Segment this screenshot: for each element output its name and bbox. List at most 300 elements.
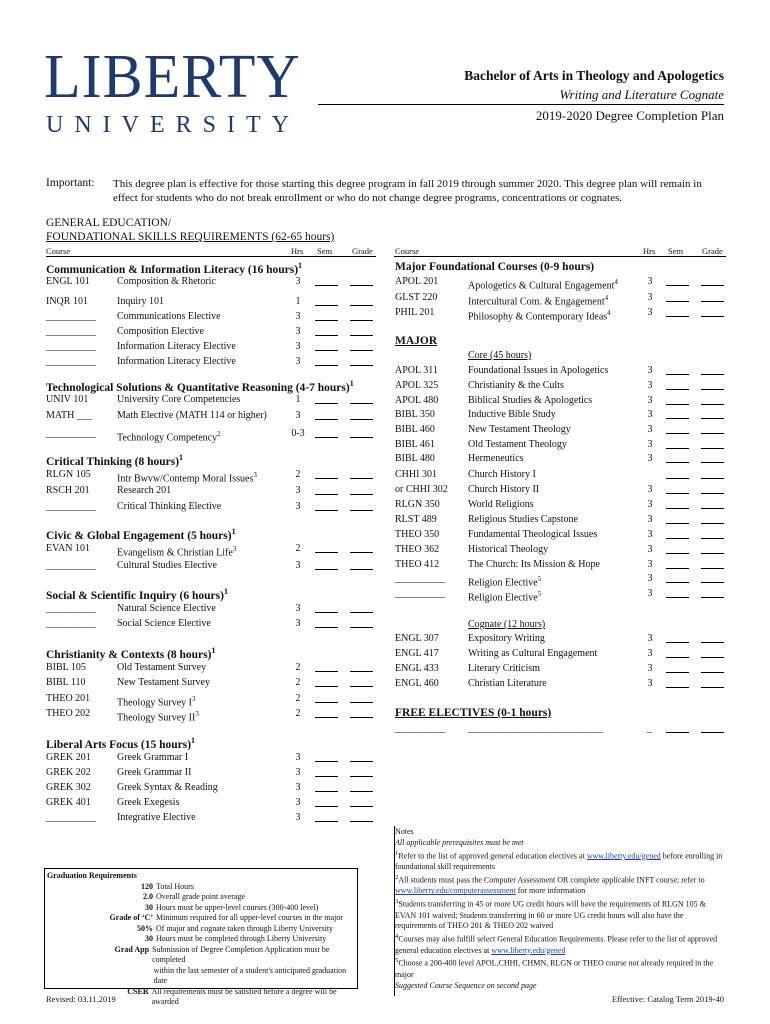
semester-blank[interactable]: [315, 341, 338, 351]
grade-blank[interactable]: [350, 797, 373, 807]
grade-blank[interactable]: [701, 395, 724, 405]
course-code: GREK 202: [46, 767, 91, 778]
semester-blank[interactable]: [315, 693, 338, 703]
important-label: Important:: [46, 177, 95, 189]
free-elective-hrs: _: [647, 723, 652, 734]
grade-blank[interactable]: [350, 296, 373, 306]
header-divider: [318, 104, 724, 105]
course-code: GREK 201: [46, 752, 91, 763]
course-hours: 3: [647, 409, 653, 420]
notes-footer: Suggested Course Sequence on second page: [395, 980, 537, 990]
course-name: Composition Elective: [117, 326, 204, 337]
course-hours: 3: [295, 311, 301, 322]
course-code: or CHHI 302: [395, 484, 448, 495]
grade-blank[interactable]: [350, 708, 373, 718]
gen-ed-section-title: Social & Scientific Inquiry (6 hours)$^1$: [46, 587, 228, 602]
course-hours: 2: [295, 543, 301, 554]
course-name: Religious Studies Capstone: [468, 514, 578, 525]
course-name: Expository Writing: [468, 633, 545, 644]
grade-blank[interactable]: [701, 424, 724, 434]
course-code: __________: [46, 501, 96, 512]
course-name: Research 201: [117, 485, 172, 496]
graduation-item: Grad App Submission of Degree Completion Application must be completed: [114, 944, 330, 964]
semester-blank[interactable]: [666, 544, 689, 554]
semester-blank[interactable]: [315, 469, 338, 479]
graduation-item: CSER All requirements must be satisfied before a degree will be awarded: [127, 986, 337, 1006]
semester-blank[interactable]: [315, 311, 338, 321]
course-name: Historical Theology: [468, 544, 549, 555]
grade-blank[interactable]: [350, 469, 373, 479]
course-hours: 3: [295, 410, 301, 421]
course-code: RLGN 105: [46, 469, 91, 480]
semester-blank[interactable]: [666, 499, 689, 509]
semester-blank[interactable]: [666, 424, 689, 434]
course-hours: 3: [295, 797, 301, 808]
course-hours: 3: [295, 356, 301, 367]
course-name: Communications Elective: [117, 311, 221, 322]
effective-term: Effective: Catalog Term 2019-40: [611, 994, 724, 1004]
course-name: New Testament Survey: [117, 677, 210, 688]
course-hours: 3: [295, 326, 301, 337]
grade-blank[interactable]: [350, 326, 373, 336]
grade-blank[interactable]: [701, 663, 724, 673]
free-elective-code: __________: [395, 723, 445, 734]
course-hours: 3: [647, 499, 653, 510]
notes-box: [395, 827, 725, 991]
gen-ed-section-title: Liberal Arts Focus (15 hours)$^1$: [46, 736, 196, 751]
course-code: ENGL 433: [395, 663, 439, 674]
course-code: GREK 302: [46, 782, 91, 793]
course-hours: 3: [647, 307, 653, 318]
course-hours: 3: [647, 529, 653, 540]
semester-blank[interactable]: [666, 307, 689, 317]
course-code: APOL 311: [395, 365, 438, 376]
course-hours: 3: [647, 484, 653, 495]
course-name: Information Literacy Elective: [117, 356, 236, 367]
left-col-course: Course: [46, 246, 71, 256]
graduation-item: 50% Of major and cognate taken through Liberty University: [137, 923, 334, 933]
course-code: __________: [46, 326, 96, 337]
semester-blank[interactable]: [666, 469, 689, 479]
course-code: ENGL 101: [46, 276, 90, 287]
course-hours: 3: [647, 439, 653, 450]
course-hours: 3: [647, 663, 653, 674]
semester-blank[interactable]: [666, 453, 689, 463]
course-hours: 3: [295, 618, 301, 629]
graduation-title: Graduation Requirements: [47, 871, 137, 880]
course-code: INQR 101: [46, 296, 88, 307]
grade-blank[interactable]: [701, 588, 724, 598]
notes-subtitle: All applicable prerequisites must be met: [395, 837, 524, 847]
course-code: RLGN 350: [395, 499, 440, 510]
note-1: $^1$Refer to the list of approved general education electives at www.liberty.edu/gened before enrolling in foundational skill requirements: [395, 849, 723, 872]
semester-blank[interactable]: [315, 782, 338, 792]
course-code: PHIL 201: [395, 307, 435, 318]
grade-blank[interactable]: [701, 499, 724, 509]
course-code: __________: [395, 573, 445, 584]
gen-ed-section-title: Critical Thinking (8 hours)$^1$: [46, 453, 184, 468]
grade-blank[interactable]: [350, 410, 373, 420]
grade-blank[interactable]: [701, 307, 724, 317]
course-code: __________: [46, 560, 96, 571]
semester-blank[interactable]: [666, 380, 689, 390]
course-hours: 3: [647, 559, 653, 570]
graduation-item: 120 Total Hours: [141, 881, 194, 891]
course-code: BIBL 480: [395, 453, 435, 464]
free-elective-name: ___________________________: [468, 723, 603, 734]
semester-blank[interactable]: [666, 648, 689, 658]
semester-blank[interactable]: [315, 618, 338, 628]
notes-border: [394, 826, 395, 996]
course-hours: 3: [647, 395, 653, 406]
course-code: THEO 201: [46, 693, 91, 704]
right-col-course: Course: [395, 246, 420, 256]
course-hours: 3: [647, 453, 653, 464]
course-hours: 3: [647, 544, 653, 555]
semester-blank[interactable]: [315, 662, 338, 672]
course-name: Theology Survey $II^3$: [117, 710, 199, 724]
cognate-label: Cognate (12 hours): [468, 619, 546, 630]
semester-blank[interactable]: [666, 529, 689, 539]
course-hours: 3: [295, 560, 301, 571]
course-code: APOL 325: [395, 380, 439, 391]
course-hours: 3: [647, 573, 653, 584]
semester-blank[interactable]: [315, 485, 338, 495]
grade-blank[interactable]: [701, 559, 724, 569]
course-name: Christian Literature: [468, 678, 547, 689]
course-code: BIBL 105: [46, 662, 86, 673]
course-code: GREK 401: [46, 797, 91, 808]
gened-link[interactable]: www.liberty.edu/gened: [586, 851, 661, 861]
grade-blank[interactable]: [350, 603, 373, 613]
gen-ed-section-title: Christianity & Contexts (8 hours)$^1$: [46, 646, 216, 661]
semester-blank[interactable]: [666, 439, 689, 449]
course-name: The Church: Its Mission & Hope: [468, 559, 600, 570]
semester-blank[interactable]: [315, 603, 338, 613]
graduation-item: Grade of ‘C’ Minimum required for all upper-level courses in the major: [109, 913, 343, 922]
course-code: ENGL 460: [395, 678, 439, 689]
semester-blank[interactable]: [666, 559, 689, 569]
course-name: Composition & Rhetoric: [117, 276, 216, 287]
course-hours: 2: [295, 693, 301, 704]
grade-blank[interactable]: [701, 292, 724, 302]
course-code: BIBL 461: [395, 439, 435, 450]
semester-blank[interactable]: [315, 428, 338, 438]
grade-blank[interactable]: [701, 514, 724, 524]
right-col-hrs: Hrs: [643, 246, 656, 256]
gen-ed-subheading: FOUNDATIONAL SKILLS REQUIREMENTS (62-65 hours): [46, 231, 335, 243]
semester-blank[interactable]: [315, 410, 338, 420]
course-name: Religion Elective$^5$: [468, 575, 542, 589]
course-hours: 3: [647, 633, 653, 644]
course-name: Intr Bwvw/Contemp Moral Issues$^3$: [117, 471, 257, 485]
course-code: BIBL 110: [46, 677, 86, 688]
graduation-item: 30 Hours must be upper-level courses (300-400 level): [145, 902, 319, 912]
course-hours: 1: [295, 296, 301, 307]
grade-blank[interactable]: [701, 678, 724, 688]
grade-blank[interactable]: [350, 560, 373, 570]
semester-blank[interactable]: [666, 365, 689, 375]
course-name: Information Literacy Elective: [117, 341, 236, 352]
grade-blank[interactable]: [701, 529, 724, 539]
grade-blank[interactable]: [350, 767, 373, 777]
course-name: Apologetics & Cultural Engagement$^4$: [468, 278, 618, 292]
course-hours: 2: [295, 662, 301, 673]
course-hours: 3: [647, 588, 653, 599]
grade-blank[interactable]: [350, 311, 373, 321]
course-name: Theology Survey $I^3$: [117, 695, 196, 709]
gened-link-2[interactable]: www.liberty.edu/gened: [491, 945, 566, 955]
course-code: UNIV 101: [46, 394, 89, 405]
semester-blank[interactable]: [315, 812, 338, 822]
course-hours: 3: [295, 276, 301, 287]
grade-blank[interactable]: [350, 394, 373, 404]
important-text: This degree plan is effective for those starting this degree program in fall 2019 through summer 2020. This degree plan will remain in effect for students who do not break enrollment or who do not change degree programs, concentrations or cognates.: [113, 178, 702, 204]
course-hours: 3: [295, 485, 301, 496]
grade-blank[interactable]: [350, 812, 373, 822]
semester-blank[interactable]: [315, 752, 338, 762]
graduation-item: 2.0 Overall grade point average: [143, 892, 246, 901]
course-code: THEO 412: [395, 559, 440, 570]
semester-blank[interactable]: [315, 501, 338, 511]
grade-blank[interactable]: [701, 409, 724, 419]
major-foundational-title: Major Foundational Courses (0-9 hours): [395, 261, 595, 273]
left-col-sem: Sem: [317, 246, 333, 256]
grade-blank[interactable]: [350, 501, 373, 511]
course-hours: 3: [647, 380, 653, 391]
course-code: ENGL 417: [395, 648, 439, 659]
grade-blank[interactable]: [350, 543, 373, 553]
grade-blank[interactable]: [701, 453, 724, 463]
graduation-item: 30 Hours must be completed through Liberty University: [145, 934, 327, 943]
course-name: Inductive Bible Study: [468, 409, 556, 420]
note-5: $^5$Choose a 200-400 level APOL,CHHI, CHMN, RLGN or THEO course not already required in the major: [395, 957, 714, 979]
course-name: Greek Grammar II: [117, 767, 192, 778]
free-elective-sem[interactable]: [666, 723, 689, 733]
course-name: Old Testament Survey: [117, 662, 207, 673]
major-title: MAJOR: [395, 335, 438, 347]
cognate-subtitle: Writing and Literature Cognate: [559, 87, 724, 102]
course-name: Intercultural Com. & Engagement$^4$: [468, 294, 609, 308]
course-name: Old Testament Theology: [468, 439, 567, 450]
grade-blank[interactable]: [701, 648, 724, 658]
course-name: Hermeneutics: [468, 453, 524, 464]
grade-blank[interactable]: [350, 677, 373, 687]
course-hours: 2: [295, 708, 301, 719]
semester-blank[interactable]: [666, 633, 689, 643]
grade-blank[interactable]: [701, 469, 724, 479]
university-logo-wordmark: UNIVERSITY: [46, 112, 300, 138]
semester-blank[interactable]: [315, 767, 338, 777]
course-code: THEO 202: [46, 708, 91, 719]
right-col-grade: Grade: [702, 246, 723, 256]
course-name: Greek Exegesis: [117, 797, 180, 808]
course-name: Math Elective (MATH 114 or higher): [117, 410, 267, 421]
semester-blank[interactable]: [666, 573, 689, 583]
free-elective-grade[interactable]: [701, 723, 724, 733]
revised-date: Revised: 03.11.2019: [46, 994, 116, 1004]
left-col-hrs: Hrs: [291, 246, 304, 256]
grade-blank[interactable]: [350, 752, 373, 762]
semester-blank[interactable]: [315, 677, 338, 687]
course-name: Writing as Cultural Engagement: [468, 648, 598, 659]
course-name: Christianity & the Cults: [468, 380, 564, 391]
semester-blank[interactable]: [315, 394, 338, 404]
grade-blank[interactable]: [350, 276, 373, 286]
course-code: RSCH 201: [46, 485, 90, 496]
course-code: __________: [46, 341, 96, 352]
course-code: GLST 220: [395, 292, 438, 303]
plan-year: 2019-2020 Degree Completion Plan: [535, 108, 724, 123]
course-code: EVAN 101: [46, 543, 90, 554]
course-name: Integrative Elective: [117, 812, 196, 823]
course-name: Biblical Studies & Apologetics: [468, 395, 593, 406]
notes-title: Notes: [395, 827, 414, 836]
gen-ed-section-title: Communication & Information Literacy (16 hours)$^1$: [46, 261, 303, 276]
grade-blank[interactable]: [350, 662, 373, 672]
course-name: Greek Grammar I: [117, 752, 189, 763]
grade-blank[interactable]: [350, 485, 373, 495]
course-code: __________: [46, 356, 96, 367]
semester-blank[interactable]: [315, 296, 338, 306]
course-name: World Religions: [468, 499, 534, 510]
course-name: Religion Elective$^5$: [468, 590, 542, 604]
course-code: __________: [46, 603, 96, 614]
course-hours: 3: [295, 501, 301, 512]
note-4: $^4$Courses may also fulfill select General Education Requirements. Please refer to the list of approved general education electives at www.liberty.edu/gened: [395, 933, 718, 955]
right-col-sem: Sem: [668, 246, 684, 256]
semester-blank[interactable]: [666, 663, 689, 673]
gen-ed-section-title: Civic & Global Engagement (5 hours)$^1$: [46, 527, 236, 542]
course-hours: 0-3: [291, 428, 305, 439]
semester-blank[interactable]: [666, 395, 689, 405]
course-name: Fundamental Theological Issues: [468, 529, 598, 540]
course-name: Cultural Studies Elective: [117, 560, 217, 571]
semester-blank[interactable]: [315, 797, 338, 807]
course-hours: 3: [295, 603, 301, 614]
grade-blank[interactable]: [701, 544, 724, 554]
semester-blank[interactable]: [666, 514, 689, 524]
course-name: Natural Science Elective: [117, 603, 216, 614]
course-hours: 3: [647, 292, 653, 303]
grade-blank[interactable]: [701, 276, 724, 286]
grade-blank[interactable]: [701, 380, 724, 390]
course-hours: 3: [647, 514, 653, 525]
course-name: Church History I: [468, 469, 536, 480]
course-hours: 2: [295, 469, 301, 480]
grade-blank[interactable]: [350, 693, 373, 703]
semester-blank[interactable]: [315, 356, 338, 366]
grade-blank[interactable]: [350, 618, 373, 628]
note-2: $^2$All students must pass the Computer Assessment OR complete applicable INFT course; refer to www.liberty.edu/computerassessment for more information: [395, 873, 705, 896]
course-hours: 3: [295, 812, 301, 823]
course-code: __________: [46, 428, 96, 439]
semester-blank[interactable]: [666, 588, 689, 598]
semester-blank[interactable]: [315, 326, 338, 336]
left-header-rule: [46, 256, 376, 257]
course-code: RLST 489: [395, 514, 437, 525]
grade-blank[interactable]: [701, 439, 724, 449]
course-code: __________: [46, 812, 96, 823]
semester-blank[interactable]: [666, 276, 689, 286]
semester-blank[interactable]: [666, 292, 689, 302]
course-name: Inquiry 101: [117, 296, 164, 307]
course-code: APOL 480: [395, 395, 439, 406]
course-code: __________: [46, 618, 96, 629]
course-name: Evangelism & Christian Life$^3$: [117, 545, 237, 559]
course-hours: 3: [295, 767, 301, 778]
semester-blank[interactable]: [666, 409, 689, 419]
gen-ed-section-title: Technological Solutions & Quantitative Reasoning (4-7 hours)$^1$: [46, 379, 354, 394]
course-code: BIBL 350: [395, 409, 435, 420]
course-code: __________: [395, 588, 445, 599]
right-header-rule: [394, 256, 726, 257]
course-code: BIBL 460: [395, 424, 435, 435]
grade-blank[interactable]: [701, 484, 724, 494]
course-code: THEO 362: [395, 544, 440, 555]
course-hours: 3: [295, 341, 301, 352]
course-code: CHHI 301: [395, 469, 437, 480]
left-col-grade: Grade: [352, 246, 373, 256]
course-name: Greek Syntax & Reading: [117, 782, 218, 793]
course-name: University Core Competencies: [117, 394, 241, 405]
grade-blank[interactable]: [350, 428, 373, 438]
course-hours: 3: [647, 276, 653, 287]
computer-assessment-link[interactable]: www.liberty.edu/computerassessment: [395, 886, 516, 896]
gen-ed-heading: GENERAL EDUCATION/: [46, 217, 172, 229]
semester-blank[interactable]: [666, 678, 689, 688]
course-name: Critical Thinking Elective: [117, 501, 222, 512]
course-hours: 3: [295, 782, 301, 793]
graduation-item: within the last semester of a student's anticipated graduation date: [153, 965, 347, 985]
course-code: APOL 201: [395, 276, 439, 287]
course-hours: 3: [647, 648, 653, 659]
course-name: Foundational Issues in Apologetics: [468, 365, 609, 376]
course-name: Literary Criticism: [468, 663, 540, 674]
core-label: Core (45 hours): [468, 350, 532, 361]
grade-blank[interactable]: [350, 356, 373, 366]
course-hours: 2: [295, 677, 301, 688]
grade-blank[interactable]: [350, 341, 373, 351]
course-hours: 3: [647, 678, 653, 689]
grade-blank[interactable]: [701, 633, 724, 643]
grade-blank[interactable]: [350, 782, 373, 792]
liberty-logo-wordmark: LIBERTY: [44, 41, 301, 111]
course-hours: 3: [647, 365, 653, 376]
course-name: Technology Competency$^2$: [117, 430, 221, 444]
course-name: Philosophy & Contemporary Ideas$^4$: [468, 309, 611, 323]
course-hours: 3: [295, 752, 301, 763]
semester-blank[interactable]: [315, 708, 338, 718]
course-name: Social Science Elective: [117, 618, 211, 629]
degree-title: Bachelor of Arts in Theology and Apologetics: [464, 68, 724, 83]
course-code: MATH ___: [46, 410, 92, 421]
semester-blank[interactable]: [315, 276, 338, 286]
semester-blank[interactable]: [666, 484, 689, 494]
course-hours: 3: [647, 424, 653, 435]
semester-blank[interactable]: [315, 543, 338, 553]
free-electives-title: FREE ELECTIVES (0-1 hours): [395, 707, 552, 719]
course-name: New Testament Theology: [468, 424, 571, 435]
course-name: Church History II: [468, 484, 540, 495]
semester-blank[interactable]: [315, 560, 338, 570]
course-code: ENGL 307: [395, 633, 439, 644]
grade-blank[interactable]: [701, 365, 724, 375]
course-code: THEO 350: [395, 529, 440, 540]
note-3: $^3$Students transferring in 45 or more UG credit hours will have the requirements of RLGN 105 & EVAN 101 waived; Students transferring in 60 or more UG credit hours will also have the requirements of THEO 201 & THEO 202 waived: [395, 898, 706, 931]
course-code: __________: [46, 311, 96, 322]
grade-blank[interactable]: [701, 573, 724, 583]
